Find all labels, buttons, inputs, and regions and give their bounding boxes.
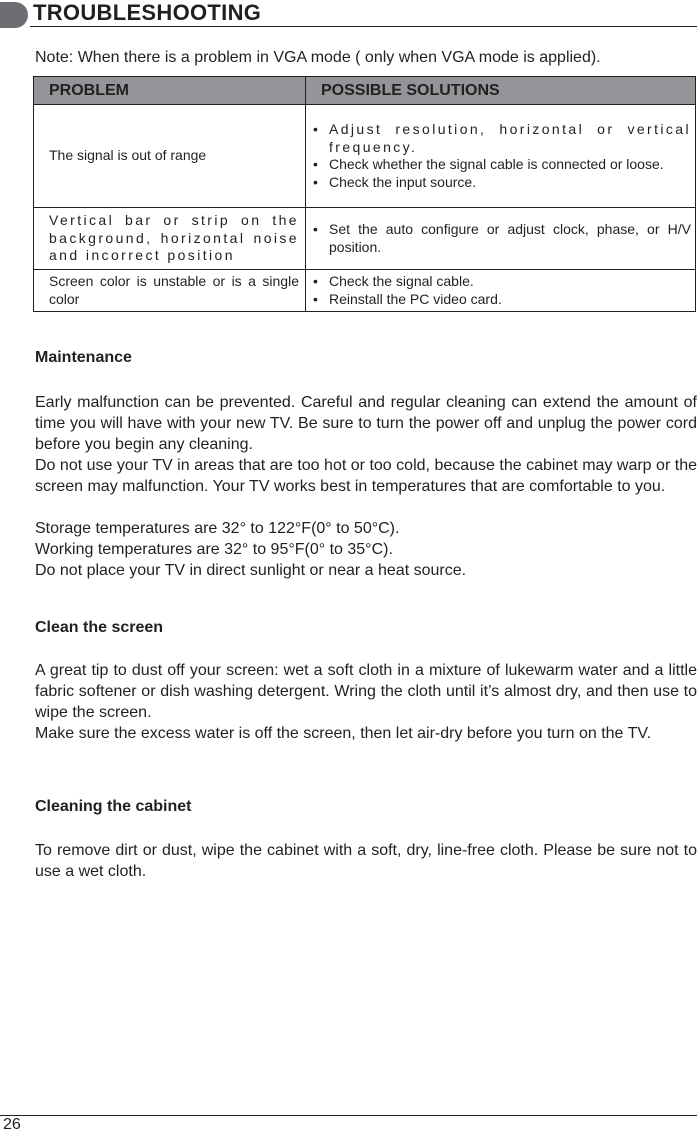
table-row xyxy=(34,208,696,270)
maintenance-paragraph: Do not use your TV in areas that are too hot or too cold, because the cabinet may warp or the screen may malfunction. Your TV works best in temperatures that are comfortable to you. xyxy=(35,457,697,495)
maintenance-heading: Maintenance xyxy=(35,349,132,366)
header-divider xyxy=(30,26,697,27)
table-row xyxy=(34,105,696,208)
table-row xyxy=(34,270,696,312)
solutions-cell xyxy=(306,105,696,208)
clean-screen-heading: Clean the screen xyxy=(35,619,164,636)
maintenance-paragraph: Early malfunction can be prevented. Careful and regular cleaning can extend the amount of time you will have with your new TV. Be sure to turn the power off and unplug the power cord before you begin any cleaning. xyxy=(35,394,697,453)
sunlight-warning: Do not place your TV in direct sunlight or near a heat source. xyxy=(35,562,467,579)
solution-item: • Check the signal cable. xyxy=(306,273,691,291)
solutions-list xyxy=(306,121,695,191)
column-header-problem: PROBLEM xyxy=(34,77,306,105)
clean-screen-paragraph: A great tip to dust off your screen: wet a soft cloth in a mixture of lukewarm water and a little fabric softener or dish washing detergent. Wring the cloth until it’s almost dry, and then use to wipe the screen. xyxy=(35,662,697,721)
working-temperature: Working temperatures are 32° to 95°F(0° to 35°C). xyxy=(35,541,393,558)
page-number: 26 xyxy=(3,1116,21,1133)
solution-item: • Set the auto configure or adjust clock, phase, or H/V position. xyxy=(306,221,691,256)
troubleshooting-table xyxy=(33,76,696,312)
storage-temperature: Storage temperatures are 32° to 122°F(0° to 50°C). xyxy=(35,520,400,537)
column-header-solutions: POSSIBLE SOLUTIONS xyxy=(306,77,696,105)
clean-cabinet-paragraph: To remove dirt or dust, wipe the cabinet with a soft, dry, line-free cloth. Please be sure not to use a wet cloth. xyxy=(35,842,697,880)
header-tab-decoration xyxy=(0,2,28,28)
clean-cabinet-heading: Cleaning the cabinet xyxy=(35,798,192,815)
page-header xyxy=(0,0,697,30)
page-title: TROUBLESHOOTING xyxy=(33,0,262,25)
solution-item: • Check whether the signal cable is connected or loose. xyxy=(306,156,691,174)
solutions-list xyxy=(306,221,695,256)
problem-cell: Screen color is unstable or is a single color xyxy=(34,270,306,312)
table-header-row xyxy=(34,77,696,105)
problem-cell: The signal is out of range xyxy=(34,105,306,208)
solutions-list xyxy=(306,273,695,308)
solutions-cell xyxy=(306,208,696,270)
solutions-cell xyxy=(306,270,696,312)
clean-screen-paragraph: Make sure the excess water is off the screen, then let air-dry before you turn on the TV. xyxy=(35,725,652,742)
solution-item: • Check the input source. xyxy=(306,174,691,192)
solution-item: • Adjust resolution, horizontal or vertical frequency. xyxy=(306,121,691,156)
problem-cell: Vertical bar or strip on the background, horizontal noise and incorrect position xyxy=(34,208,306,270)
footer-divider xyxy=(0,1115,697,1116)
solution-item: • Reinstall the PC video card. xyxy=(306,291,691,309)
vga-note: Note: When there is a problem in VGA mode ( only when VGA mode is applied). xyxy=(35,49,601,66)
